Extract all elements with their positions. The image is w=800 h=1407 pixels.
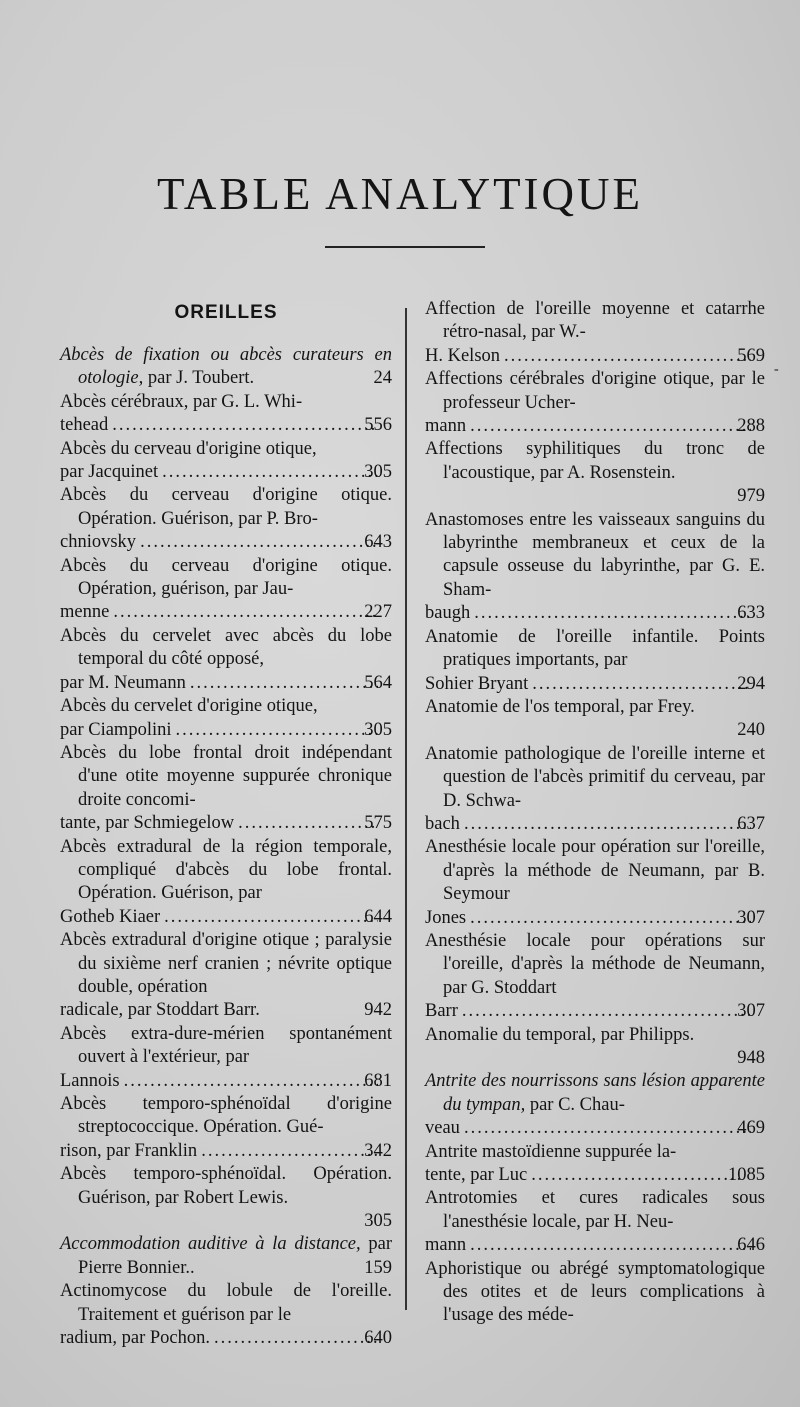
leader-dots	[470, 1234, 751, 1257]
leader-dots	[470, 415, 751, 438]
entry-italic-title: Accommodation auditive à la distance,	[60, 1234, 361, 1255]
entry-tail: par M. Neumann	[60, 672, 186, 693]
leader-dots	[164, 906, 378, 929]
entry-leader-line	[60, 601, 392, 624]
entry-page: 305	[364, 462, 392, 483]
leader-dots	[464, 1117, 751, 1140]
page-title: TABLE ANALYTIQUE	[156, 169, 644, 219]
leader-dots	[140, 531, 378, 554]
index-entry	[425, 368, 765, 438]
entry-page: 643	[364, 532, 392, 553]
entry-leader-line	[60, 812, 392, 835]
entry-tail: Lannois	[60, 1070, 120, 1091]
entry-page: 640	[364, 1328, 392, 1349]
entry-leader-line	[60, 414, 392, 437]
entry-text: Abcès du cerveau d'origine otique,	[60, 438, 317, 459]
entry-tail: radium, par Pochon.	[60, 1328, 211, 1349]
entry-leader-line	[60, 1140, 392, 1163]
entry-leader-line	[425, 813, 765, 836]
entry-leader-line	[425, 345, 765, 368]
entry-tail: veau	[425, 1118, 460, 1139]
entry-leader-line	[425, 415, 765, 438]
index-entry	[425, 930, 765, 1024]
entry-leader-line	[60, 906, 392, 929]
entry-page: 342	[364, 1140, 392, 1161]
entry-leader-line	[425, 1234, 765, 1257]
left-column	[60, 298, 392, 1350]
index-entry	[425, 1187, 765, 1257]
index-entry	[60, 484, 392, 554]
entry-tail: chniovsky	[60, 532, 137, 553]
entry-tail: H. Kelson	[425, 345, 501, 366]
entry-text: Anastomoses entre les vaisseaux sanguins du labyrinthe membraneux et ceux de la capsule osseuse du labyrinthe, par G. E. Sham-	[425, 509, 765, 600]
entry-tail: mann	[425, 416, 467, 437]
entry-page: 288	[737, 416, 765, 437]
entry-italic-title: Abcès de fixation ou abcès curateurs en otologie,	[60, 345, 392, 389]
entry-tail: tente, par Luc	[425, 1165, 528, 1186]
entry-tail: radicale, par Stoddart Barr.	[60, 1000, 260, 1021]
entry-text: Abcès du lobe frontal droit indépendant d'une otite moyenne suppurée chronique droite concomi-	[60, 742, 392, 810]
entry-text: Abcès cérébraux, par G. L. Whi-	[60, 391, 303, 412]
entry-page: 469	[737, 1118, 765, 1139]
entry-page: 294	[737, 673, 765, 694]
entry-text: Anesthésie locale pour opération sur l'oreille, d'après la méthode de Neumann, par B. Seymour	[425, 837, 765, 905]
right-column	[425, 298, 765, 1328]
entry-tail: Jones	[425, 907, 467, 928]
entry-page: 307	[737, 1001, 765, 1022]
index-entry	[425, 1024, 765, 1071]
leader-dots	[470, 907, 751, 930]
entry-tail: tehead	[60, 415, 109, 436]
entry-author: par C. Chau-	[525, 1094, 625, 1115]
index-entry	[425, 1141, 765, 1188]
index-entry	[425, 836, 765, 930]
entry-page: 644	[364, 906, 392, 927]
entry-author: par J. Toubert.	[143, 368, 255, 389]
entry-text: Abcès du cervelet d'origine otique,	[60, 696, 318, 717]
entry-text: Anatomie de l'oreille infantile. Points pratiques importants, par	[425, 626, 765, 671]
leader-dots	[112, 414, 378, 437]
index-entry	[425, 509, 765, 626]
entry-tail: rison, par Franklin	[60, 1140, 198, 1161]
entry-text: Abcès du cerveau d'origine otique. Opération, guérison, par Jau-	[60, 555, 392, 600]
title-rule	[325, 246, 485, 248]
entry-leader-line	[425, 907, 765, 930]
entry-leader-line	[425, 1164, 765, 1187]
entry-text: Actinomycose du lobule de l'oreille. Traitement et guérison par le	[60, 1281, 392, 1325]
entry-tail: Sohier Bryant	[425, 673, 529, 694]
entry-text: Affections cérébrales d'origine otique, par le professeur Ucher-	[425, 369, 765, 413]
leader-dots	[238, 812, 378, 835]
entry-tail: menne	[60, 602, 110, 623]
entry-tail: par Jacquinet	[60, 462, 159, 483]
entry-leader-line	[425, 602, 765, 625]
entry-tail: Barr	[425, 1001, 458, 1022]
entry-page: 1085	[728, 1165, 765, 1186]
leader-dots	[531, 1164, 742, 1187]
index-entry	[60, 1023, 392, 1093]
leader-dots	[162, 461, 378, 484]
index-entry	[425, 298, 765, 368]
leader-dots	[474, 602, 751, 625]
entry-text: Affection de l'oreille moyenne et catarrhe rétro-nasal, par W.-	[425, 299, 765, 343]
index-entry	[60, 742, 392, 836]
entry-text: Abcès extradural d'origine otique ; paralysie du sixième nerf cranien ; névrite optique double, opération	[60, 930, 392, 997]
entry-tail: Gotheb Kiaer	[60, 906, 161, 927]
index-entry	[60, 1280, 392, 1350]
entry-leader-line	[425, 1000, 765, 1023]
entry-leader-line	[425, 673, 765, 696]
leader-dots	[214, 1327, 378, 1350]
entry-page: 564	[364, 672, 392, 693]
entry-page: 24	[373, 368, 392, 389]
leader-dots	[124, 1070, 379, 1093]
entry-text: Antrotomies et cures radicales sous l'anesthésie locale, par H. Neu-	[425, 1188, 765, 1232]
entry-page: 305	[364, 719, 392, 740]
entry-leader-line	[60, 672, 392, 695]
entry-page: 979	[737, 486, 765, 507]
right-entry-list	[425, 298, 765, 1328]
entry-text: Anomalie du temporal, par Philipps.	[425, 1024, 695, 1045]
entry-page: 227	[364, 602, 392, 623]
entry-page: 240	[737, 720, 765, 741]
index-entry	[60, 1233, 392, 1280]
leader-dots	[190, 672, 378, 695]
index-entry	[60, 344, 392, 391]
index-entry	[60, 391, 392, 438]
entry-leader-line	[60, 999, 392, 1022]
leader-dots	[504, 345, 751, 368]
entry-author: par Pierre Bonnier..	[78, 1234, 393, 1278]
entry-page: 637	[737, 813, 765, 834]
column-divider	[405, 308, 407, 1310]
entry-leader-line	[60, 719, 392, 742]
index-entry	[60, 1093, 392, 1163]
section-heading: OREILLES	[174, 302, 278, 323]
leader-dots	[113, 601, 378, 624]
entry-tail: baugh	[425, 603, 471, 624]
index-entry	[60, 555, 392, 625]
index-entry	[60, 1163, 392, 1233]
entry-tail: mann	[425, 1235, 467, 1256]
leader-dots	[464, 813, 751, 836]
leader-dots	[532, 673, 751, 696]
entry-page: 942	[364, 1000, 392, 1021]
entry-page: 305	[364, 1211, 392, 1232]
entry-text: Abcès du cerveau d'origine otique. Opération. Guérison, par P. Bro-	[60, 485, 392, 529]
index-entry	[60, 695, 392, 742]
entry-leader-line	[60, 531, 392, 554]
entry-leader-line	[60, 1327, 392, 1350]
entry-italic-title: Antrite des nourrissons sans lésion apparente du tympan,	[425, 1071, 765, 1115]
index-entry	[425, 626, 765, 696]
leader-dots	[201, 1140, 378, 1163]
entry-text: Abcès temporo-sphénoïdal d'origine streptococcique. Opération. Gué-	[60, 1094, 392, 1138]
entry-leader-line	[60, 461, 392, 484]
index-entry	[60, 929, 392, 1023]
entry-page: 646	[737, 1235, 765, 1256]
entry-text: Anatomie pathologique de l'oreille interne et question de l'abcès primitif du cerveau, par D. Schwa-	[425, 743, 765, 811]
index-entry	[425, 438, 765, 508]
index-entry	[60, 836, 392, 930]
entry-text: Abcès du cervelet avec abcès du lobe temporal du côté opposé,	[60, 625, 392, 670]
entry-leader-line	[425, 1117, 765, 1140]
margin-mark: -	[774, 362, 779, 377]
entry-page: 556	[364, 415, 392, 436]
entry-page: 575	[364, 813, 392, 834]
entry-tail: tante, par Schmiegelow	[60, 813, 235, 834]
index-entry	[425, 743, 765, 837]
entry-text: Antrite mastoïdienne suppurée la-	[425, 1141, 677, 1162]
index-entry	[60, 438, 392, 485]
entry-page: 569	[737, 345, 765, 366]
entry-page: 307	[737, 907, 765, 928]
entry-leader-line	[60, 1070, 392, 1093]
entry-text: Aphoristique ou abrégé symptomatologique des otites et de leurs complications à l'usage des méde-	[425, 1258, 765, 1326]
entry-text: Affections syphilitiques du tronc de l'acoustique, par A. Rosenstein.	[425, 439, 765, 483]
index-entry	[60, 625, 392, 695]
entry-tail: par Ciampolini	[60, 719, 172, 740]
entry-tail: bach	[425, 813, 460, 834]
index-entry	[425, 1070, 765, 1140]
entry-page: 681	[364, 1070, 392, 1091]
entry-page: 159	[364, 1257, 392, 1278]
entry-text: Abcès extra-dure-mérien spontanément ouvert à l'extérieur, par	[60, 1023, 392, 1068]
entry-text: Abcès extradural de la région temporale, compliqué d'abcès du lobe frontal. Opération. Guérison, par	[60, 836, 392, 904]
entry-page: 633	[737, 603, 765, 624]
entry-text: Anesthésie locale pour opérations sur l'oreille, d'après la méthode de Neumann, par G. Stoddart	[425, 930, 765, 998]
index-entry	[425, 696, 765, 743]
index-entry	[425, 1258, 765, 1328]
entry-text: Abcès temporo-sphénoïdal. Opération. Guérison, par Robert Lewis.	[60, 1164, 392, 1208]
leader-dots	[462, 1000, 751, 1023]
entry-page: 948	[737, 1048, 765, 1068]
leader-dots	[176, 719, 379, 742]
entry-text: Anatomie de l'os temporal, par Frey.	[425, 696, 695, 717]
left-entry-list	[60, 344, 392, 1350]
